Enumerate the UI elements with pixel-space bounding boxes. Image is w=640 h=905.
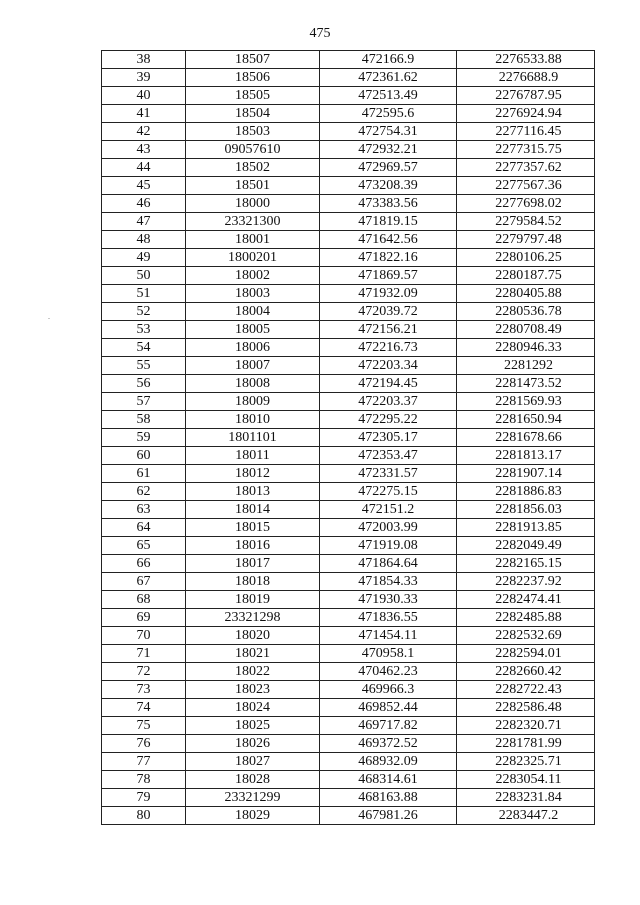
y-coordinate-cell: 2283231.84 (457, 789, 595, 807)
table-row (102, 501, 595, 519)
table-row (102, 195, 595, 213)
point-id-cell: 18024 (186, 699, 320, 717)
y-coordinate-cell: 2280405.88 (457, 285, 595, 303)
point-id-cell: 18029 (186, 807, 320, 825)
row-number-cell: 51 (102, 285, 186, 303)
table-row (102, 177, 595, 195)
row-number-cell: 69 (102, 609, 186, 627)
point-id-cell: 18013 (186, 483, 320, 501)
row-number-cell: 54 (102, 339, 186, 357)
y-coordinate-cell: 2281473.52 (457, 375, 595, 393)
x-coordinate-cell: 472295.22 (320, 411, 457, 429)
point-id-cell: 18017 (186, 555, 320, 573)
point-id-cell: 18025 (186, 717, 320, 735)
y-coordinate-cell: 2281856.03 (457, 501, 595, 519)
x-coordinate-cell: 468932.09 (320, 753, 457, 771)
row-number-cell: 64 (102, 519, 186, 537)
table-row (102, 789, 595, 807)
row-number-cell: 56 (102, 375, 186, 393)
row-number-cell: 43 (102, 141, 186, 159)
x-coordinate-cell: 472166.9 (320, 51, 457, 69)
y-coordinate-cell: 2282660.42 (457, 663, 595, 681)
x-coordinate-cell: 471836.55 (320, 609, 457, 627)
y-coordinate-cell: 2277357.62 (457, 159, 595, 177)
row-number-cell: 40 (102, 87, 186, 105)
table-row (102, 51, 595, 69)
table-row (102, 267, 595, 285)
row-number-cell: 48 (102, 231, 186, 249)
y-coordinate-cell: 2281886.83 (457, 483, 595, 501)
x-coordinate-cell: 472216.73 (320, 339, 457, 357)
y-coordinate-cell: 2282594.01 (457, 645, 595, 663)
y-coordinate-cell: 2283054.11 (457, 771, 595, 789)
table-row (102, 609, 595, 627)
table-row (102, 807, 595, 825)
table-row (102, 645, 595, 663)
y-coordinate-cell: 2281292 (457, 357, 595, 375)
table-row (102, 87, 595, 105)
row-number-cell: 52 (102, 303, 186, 321)
y-coordinate-cell: 2281678.66 (457, 429, 595, 447)
point-id-cell: 18502 (186, 159, 320, 177)
point-id-cell: 18006 (186, 339, 320, 357)
row-number-cell: 72 (102, 663, 186, 681)
table-row (102, 123, 595, 141)
y-coordinate-cell: 2282485.88 (457, 609, 595, 627)
table-row (102, 483, 595, 501)
row-number-cell: 66 (102, 555, 186, 573)
row-number-cell: 62 (102, 483, 186, 501)
row-number-cell: 49 (102, 249, 186, 267)
x-coordinate-cell: 468314.61 (320, 771, 457, 789)
point-id-cell: 18022 (186, 663, 320, 681)
x-coordinate-cell: 472932.21 (320, 141, 457, 159)
point-id-cell: 18027 (186, 753, 320, 771)
x-coordinate-cell: 472331.57 (320, 465, 457, 483)
point-id-cell: 18023 (186, 681, 320, 699)
point-id-cell: 18005 (186, 321, 320, 339)
row-number-cell: 55 (102, 357, 186, 375)
x-coordinate-cell: 471919.08 (320, 537, 457, 555)
row-number-cell: 38 (102, 51, 186, 69)
row-number-cell: 65 (102, 537, 186, 555)
row-number-cell: 74 (102, 699, 186, 717)
page-number: 475 (309, 26, 331, 41)
y-coordinate-cell: 2283447.2 (457, 807, 595, 825)
table-row (102, 105, 595, 123)
row-number-cell: 44 (102, 159, 186, 177)
row-number-cell: 39 (102, 69, 186, 87)
y-coordinate-cell: 2281913.85 (457, 519, 595, 537)
row-number-cell: 59 (102, 429, 186, 447)
point-id-cell: 18002 (186, 267, 320, 285)
x-coordinate-cell: 472194.45 (320, 375, 457, 393)
row-number-cell: 42 (102, 123, 186, 141)
y-coordinate-cell: 2282320.71 (457, 717, 595, 735)
table-row (102, 555, 595, 573)
y-coordinate-cell: 2277116.45 (457, 123, 595, 141)
table-row (102, 681, 595, 699)
point-id-cell: 18001 (186, 231, 320, 249)
row-number-cell: 60 (102, 447, 186, 465)
x-coordinate-cell: 473383.56 (320, 195, 457, 213)
row-number-cell: 67 (102, 573, 186, 591)
x-coordinate-cell: 472305.17 (320, 429, 457, 447)
table-row (102, 627, 595, 645)
coordinates-table (101, 50, 595, 825)
margin-mark: . (48, 312, 50, 321)
y-coordinate-cell: 2281907.14 (457, 465, 595, 483)
table-row (102, 231, 595, 249)
x-coordinate-cell: 471869.57 (320, 267, 457, 285)
row-number-cell: 73 (102, 681, 186, 699)
x-coordinate-cell: 472203.34 (320, 357, 457, 375)
table-row (102, 393, 595, 411)
y-coordinate-cell: 2282532.69 (457, 627, 595, 645)
table-row (102, 699, 595, 717)
x-coordinate-cell: 469852.44 (320, 699, 457, 717)
x-coordinate-cell: 468163.88 (320, 789, 457, 807)
x-coordinate-cell: 473208.39 (320, 177, 457, 195)
x-coordinate-cell: 472275.15 (320, 483, 457, 501)
row-number-cell: 80 (102, 807, 186, 825)
point-id-cell: 18011 (186, 447, 320, 465)
point-id-cell: 18506 (186, 69, 320, 87)
point-id-cell: 18504 (186, 105, 320, 123)
row-number-cell: 71 (102, 645, 186, 663)
x-coordinate-cell: 471854.33 (320, 573, 457, 591)
table-row (102, 573, 595, 591)
x-coordinate-cell: 472039.72 (320, 303, 457, 321)
coordinates-table-container (101, 50, 595, 825)
row-number-cell: 50 (102, 267, 186, 285)
row-number-cell: 57 (102, 393, 186, 411)
row-number-cell: 41 (102, 105, 186, 123)
y-coordinate-cell: 2281569.93 (457, 393, 595, 411)
point-id-cell: 18026 (186, 735, 320, 753)
x-coordinate-cell: 469372.52 (320, 735, 457, 753)
point-id-cell: 18505 (186, 87, 320, 105)
point-id-cell: 18004 (186, 303, 320, 321)
row-number-cell: 53 (102, 321, 186, 339)
point-id-cell: 23321298 (186, 609, 320, 627)
y-coordinate-cell: 2279797.48 (457, 231, 595, 249)
x-coordinate-cell: 472969.57 (320, 159, 457, 177)
table-row (102, 447, 595, 465)
y-coordinate-cell: 2276924.94 (457, 105, 595, 123)
row-number-cell: 63 (102, 501, 186, 519)
y-coordinate-cell: 2276533.88 (457, 51, 595, 69)
point-id-cell: 18018 (186, 573, 320, 591)
x-coordinate-cell: 471930.33 (320, 591, 457, 609)
row-number-cell: 46 (102, 195, 186, 213)
point-id-cell: 18507 (186, 51, 320, 69)
y-coordinate-cell: 2281813.17 (457, 447, 595, 465)
table-row (102, 717, 595, 735)
point-id-cell: 1801101 (186, 429, 320, 447)
y-coordinate-cell: 2280946.33 (457, 339, 595, 357)
table-row (102, 303, 595, 321)
x-coordinate-cell: 472361.62 (320, 69, 457, 87)
x-coordinate-cell: 472003.99 (320, 519, 457, 537)
table-row (102, 537, 595, 555)
point-id-cell: 18014 (186, 501, 320, 519)
y-coordinate-cell: 2281781.99 (457, 735, 595, 753)
table-row (102, 519, 595, 537)
point-id-cell: 23321299 (186, 789, 320, 807)
row-number-cell: 79 (102, 789, 186, 807)
table-row (102, 375, 595, 393)
x-coordinate-cell: 470462.23 (320, 663, 457, 681)
point-id-cell: 18008 (186, 375, 320, 393)
row-number-cell: 45 (102, 177, 186, 195)
point-id-cell: 18021 (186, 645, 320, 663)
y-coordinate-cell: 2279584.52 (457, 213, 595, 231)
y-coordinate-cell: 2277315.75 (457, 141, 595, 159)
row-number-cell: 78 (102, 771, 186, 789)
x-coordinate-cell: 469966.3 (320, 681, 457, 699)
table-row (102, 465, 595, 483)
x-coordinate-cell: 472203.37 (320, 393, 457, 411)
row-number-cell: 70 (102, 627, 186, 645)
point-id-cell: 18020 (186, 627, 320, 645)
row-number-cell: 61 (102, 465, 186, 483)
x-coordinate-cell: 467981.26 (320, 807, 457, 825)
point-id-cell: 18009 (186, 393, 320, 411)
y-coordinate-cell: 2282325.71 (457, 753, 595, 771)
table-row (102, 663, 595, 681)
x-coordinate-cell: 470958.1 (320, 645, 457, 663)
y-coordinate-cell: 2276688.9 (457, 69, 595, 87)
point-id-cell: 09057610 (186, 141, 320, 159)
y-coordinate-cell: 2282586.48 (457, 699, 595, 717)
table-row (102, 753, 595, 771)
table-row (102, 735, 595, 753)
table-row (102, 429, 595, 447)
table-row (102, 771, 595, 789)
x-coordinate-cell: 472754.31 (320, 123, 457, 141)
y-coordinate-cell: 2282474.41 (457, 591, 595, 609)
row-number-cell: 75 (102, 717, 186, 735)
x-coordinate-cell: 471932.09 (320, 285, 457, 303)
table-row (102, 141, 595, 159)
y-coordinate-cell: 2277698.02 (457, 195, 595, 213)
table-row (102, 213, 595, 231)
x-coordinate-cell: 472156.21 (320, 321, 457, 339)
y-coordinate-cell: 2280187.75 (457, 267, 595, 285)
point-id-cell: 18000 (186, 195, 320, 213)
point-id-cell: 18007 (186, 357, 320, 375)
y-coordinate-cell: 2280536.78 (457, 303, 595, 321)
table-body (102, 51, 595, 825)
x-coordinate-cell: 471642.56 (320, 231, 457, 249)
x-coordinate-cell: 472595.6 (320, 105, 457, 123)
y-coordinate-cell: 2280106.25 (457, 249, 595, 267)
x-coordinate-cell: 471864.64 (320, 555, 457, 573)
point-id-cell: 1800201 (186, 249, 320, 267)
point-id-cell: 18501 (186, 177, 320, 195)
point-id-cell: 18503 (186, 123, 320, 141)
x-coordinate-cell: 471819.15 (320, 213, 457, 231)
x-coordinate-cell: 469717.82 (320, 717, 457, 735)
x-coordinate-cell: 472151.2 (320, 501, 457, 519)
point-id-cell: 18010 (186, 411, 320, 429)
y-coordinate-cell: 2282722.43 (457, 681, 595, 699)
table-row (102, 591, 595, 609)
point-id-cell: 18028 (186, 771, 320, 789)
table-row (102, 357, 595, 375)
y-coordinate-cell: 2276787.95 (457, 87, 595, 105)
point-id-cell: 18016 (186, 537, 320, 555)
row-number-cell: 76 (102, 735, 186, 753)
x-coordinate-cell: 471454.11 (320, 627, 457, 645)
point-id-cell: 23321300 (186, 213, 320, 231)
table-row (102, 285, 595, 303)
row-number-cell: 58 (102, 411, 186, 429)
point-id-cell: 18019 (186, 591, 320, 609)
y-coordinate-cell: 2282049.49 (457, 537, 595, 555)
y-coordinate-cell: 2281650.94 (457, 411, 595, 429)
y-coordinate-cell: 2277567.36 (457, 177, 595, 195)
y-coordinate-cell: 2282165.15 (457, 555, 595, 573)
x-coordinate-cell: 472353.47 (320, 447, 457, 465)
row-number-cell: 47 (102, 213, 186, 231)
row-number-cell: 68 (102, 591, 186, 609)
table-row (102, 69, 595, 87)
y-coordinate-cell: 2282237.92 (457, 573, 595, 591)
point-id-cell: 18003 (186, 285, 320, 303)
table-row (102, 411, 595, 429)
point-id-cell: 18012 (186, 465, 320, 483)
table-row (102, 339, 595, 357)
x-coordinate-cell: 471822.16 (320, 249, 457, 267)
table-row (102, 249, 595, 267)
table-row (102, 159, 595, 177)
table-row (102, 321, 595, 339)
point-id-cell: 18015 (186, 519, 320, 537)
y-coordinate-cell: 2280708.49 (457, 321, 595, 339)
x-coordinate-cell: 472513.49 (320, 87, 457, 105)
row-number-cell: 77 (102, 753, 186, 771)
